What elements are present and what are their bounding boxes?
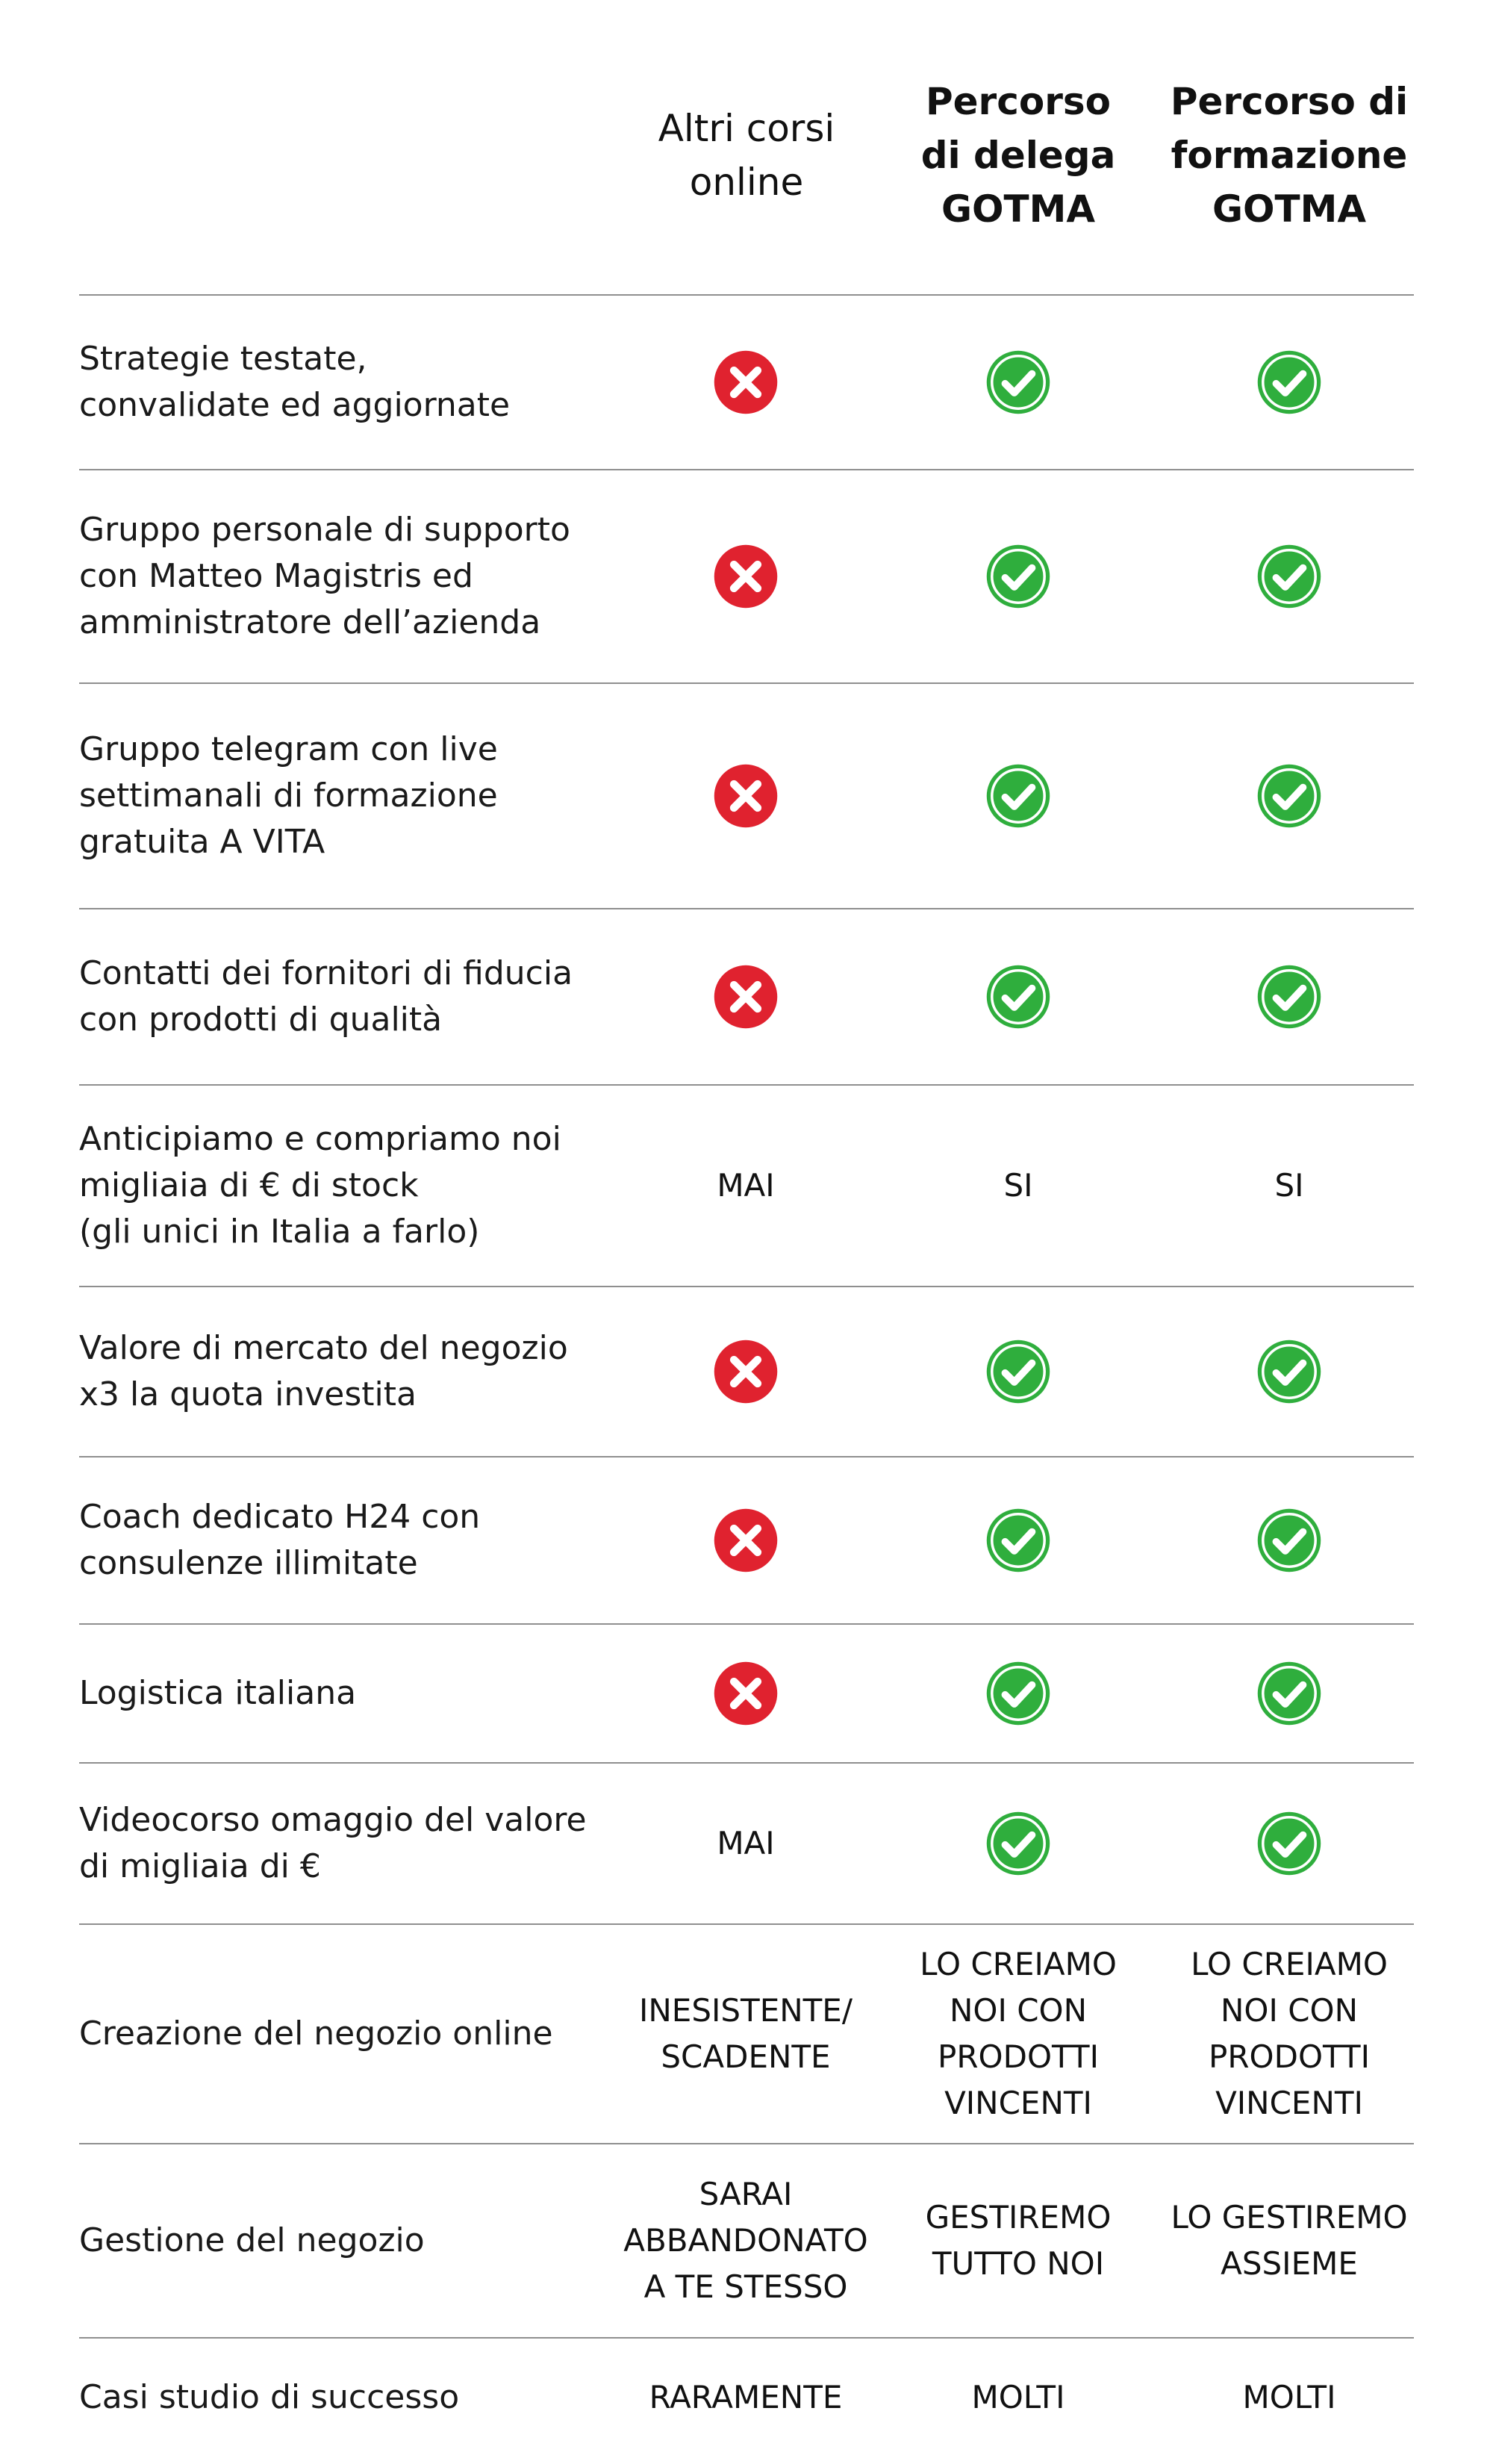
- row-label-line: Casi studio di successo: [79, 2378, 460, 2416]
- header-line: Percorso: [926, 80, 1111, 123]
- header-line: GOTMA: [941, 187, 1096, 231]
- cell-value: [1155, 1941, 1424, 2127]
- header-line: formazione: [1171, 134, 1408, 177]
- cell-value: [611, 1820, 880, 1867]
- cell-value-line: MOLTI: [1242, 2379, 1336, 2415]
- check-icon: [985, 964, 1051, 1030]
- check-icon: [985, 1811, 1051, 1876]
- cell-value-line: MOLTI: [971, 2379, 1065, 2415]
- cell-value: [611, 2374, 880, 2421]
- row-label: [79, 2011, 632, 2057]
- check-icon: [1256, 964, 1322, 1030]
- table-row: [0, 2144, 1493, 2337]
- cell-value-line: A TE STESSO: [643, 2268, 848, 2305]
- row-label-line: convalidate ed aggiornate: [79, 386, 511, 424]
- row-label-line: x3 la quota investita: [79, 1375, 417, 1413]
- table-row: [0, 1287, 1493, 1456]
- check-icon: [985, 1508, 1051, 1573]
- cross-icon: [713, 964, 779, 1030]
- check-icon: [1256, 763, 1322, 829]
- row-label-line: Valore di mercato del negozio: [79, 1329, 568, 1367]
- row-label-line: Videocorso omaggio del valore: [79, 1801, 587, 1839]
- row-label-line: Strategie testate,: [79, 340, 367, 378]
- row-label: [79, 507, 632, 646]
- row-label-line: Gestione del negozio: [79, 2221, 425, 2259]
- check-icon: [1256, 1508, 1322, 1573]
- cell-value: [884, 2194, 1153, 2287]
- cell-value-line: TUTTO NOI: [932, 2245, 1105, 2282]
- cell-value-line: SCADENTE: [661, 2038, 831, 2075]
- row-label-line: Coach dedicato H24 con: [79, 1498, 481, 1536]
- row-label-line: con prodotti di qualità: [79, 1001, 443, 1039]
- check-icon: [1256, 1339, 1322, 1404]
- cell-value-line: ABBANDONATO: [623, 2222, 868, 2259]
- cell-value-line: VINCENTI: [944, 2085, 1092, 2121]
- table-row: [0, 909, 1493, 1084]
- cell-value: [1155, 2374, 1424, 2421]
- table-row: [0, 2339, 1493, 2457]
- cell-value: [884, 1941, 1153, 2127]
- check-icon: [985, 544, 1051, 609]
- cell-value: [884, 1163, 1153, 1209]
- cell-value-line: LO CREIAMO: [1191, 1946, 1388, 1982]
- table-row: [0, 296, 1493, 469]
- column-header-percorso-delega: [876, 75, 1160, 236]
- cell-value-line: INESISTENTE/: [638, 1992, 853, 2029]
- row-label-line: migliaia di € di stock: [79, 1166, 419, 1204]
- column-header-percorso-formazione: [1147, 75, 1431, 236]
- row-label: [79, 951, 632, 1043]
- row-label-line: di migliaia di €: [79, 1847, 321, 1885]
- cell-value: [884, 2374, 1153, 2421]
- row-label-line: gratuita A VITA: [79, 823, 325, 861]
- check-icon: [985, 1661, 1051, 1726]
- cell-value-line: LO CREIAMO: [920, 1946, 1117, 1982]
- row-label: [79, 1325, 632, 1418]
- row-label-line: Gruppo personale di supporto: [79, 511, 570, 549]
- cross-icon: [713, 544, 779, 609]
- cell-value: [611, 1988, 880, 2080]
- cell-value-line: ASSIEME: [1221, 2245, 1358, 2282]
- row-label-line: (gli unici in Italia a farlo): [79, 1213, 480, 1251]
- row-label-line: settimanali di formazione: [79, 777, 498, 815]
- table-row: [0, 1764, 1493, 1923]
- table-row: [0, 1925, 1493, 2143]
- check-icon: [985, 763, 1051, 829]
- header-line: online: [689, 161, 804, 204]
- cell-value-line: SI: [1003, 1167, 1033, 1204]
- header-line: GOTMA: [1212, 187, 1367, 231]
- check-icon: [1256, 1811, 1322, 1876]
- header-line: Percorso di: [1170, 80, 1409, 123]
- cell-value: [1155, 2194, 1424, 2287]
- check-icon: [985, 349, 1051, 415]
- header-line: di delega: [920, 134, 1116, 177]
- table-row: [0, 1625, 1493, 1762]
- row-label: [79, 1494, 632, 1587]
- row-label-line: Contatti dei fornitori di fiducia: [79, 954, 573, 992]
- cell-value-line: SI: [1274, 1167, 1304, 1204]
- cross-icon: [713, 1508, 779, 1573]
- check-icon: [985, 1339, 1051, 1404]
- row-label-line: Gruppo telegram con live: [79, 730, 498, 768]
- cell-value-line: MAI: [717, 1167, 775, 1204]
- row-label: [79, 2218, 632, 2264]
- row-label-line: Logistica italiana: [79, 1674, 357, 1712]
- row-label: [79, 1116, 632, 1255]
- cell-value-line: PRODOTTI: [938, 2038, 1099, 2075]
- cell-value: [611, 1163, 880, 1209]
- cross-icon: [713, 349, 779, 415]
- row-label: [79, 2374, 632, 2421]
- check-icon: [1256, 544, 1322, 609]
- cell-value-line: NOI CON: [949, 1992, 1088, 2029]
- row-label: [79, 727, 632, 865]
- row-label-line: amministratore dell’azienda: [79, 603, 541, 641]
- cross-icon: [713, 1661, 779, 1726]
- row-label: [79, 1797, 632, 1890]
- table-row: [0, 684, 1493, 908]
- cell-value-line: PRODOTTI: [1209, 2038, 1370, 2075]
- row-label-line: Anticipiamo e compriamo noi: [79, 1120, 561, 1158]
- check-icon: [1256, 349, 1322, 415]
- cell-value-line: MAI: [717, 1825, 775, 1861]
- cross-icon: [713, 763, 779, 829]
- cell-value-line: LO GESTIREMO: [1171, 2199, 1408, 2236]
- cell-value: [1155, 1163, 1424, 1209]
- row-label-line: con Matteo Magistris ed: [79, 557, 473, 595]
- row-label-line: consulenze illimitate: [79, 1544, 418, 1582]
- cell-value-line: SARAI: [699, 2176, 793, 2212]
- row-label-line: Creazione del negozio online: [79, 2015, 553, 2053]
- table-row: [0, 1457, 1493, 1623]
- cross-icon: [713, 1339, 779, 1404]
- header-line: Altri corsi: [658, 107, 835, 150]
- table-row: [0, 470, 1493, 682]
- table-row: [0, 1086, 1493, 1286]
- row-label: [79, 336, 632, 429]
- check-icon: [1256, 1661, 1322, 1726]
- row-label: [79, 1670, 632, 1717]
- cell-value-line: RARAMENTE: [649, 2379, 843, 2415]
- cell-value: [611, 2171, 880, 2310]
- cell-value-line: NOI CON: [1220, 1992, 1359, 2029]
- cell-value-line: VINCENTI: [1215, 2085, 1363, 2121]
- column-header-altri-corsi: [605, 102, 888, 209]
- cell-value-line: GESTIREMO: [925, 2199, 1112, 2236]
